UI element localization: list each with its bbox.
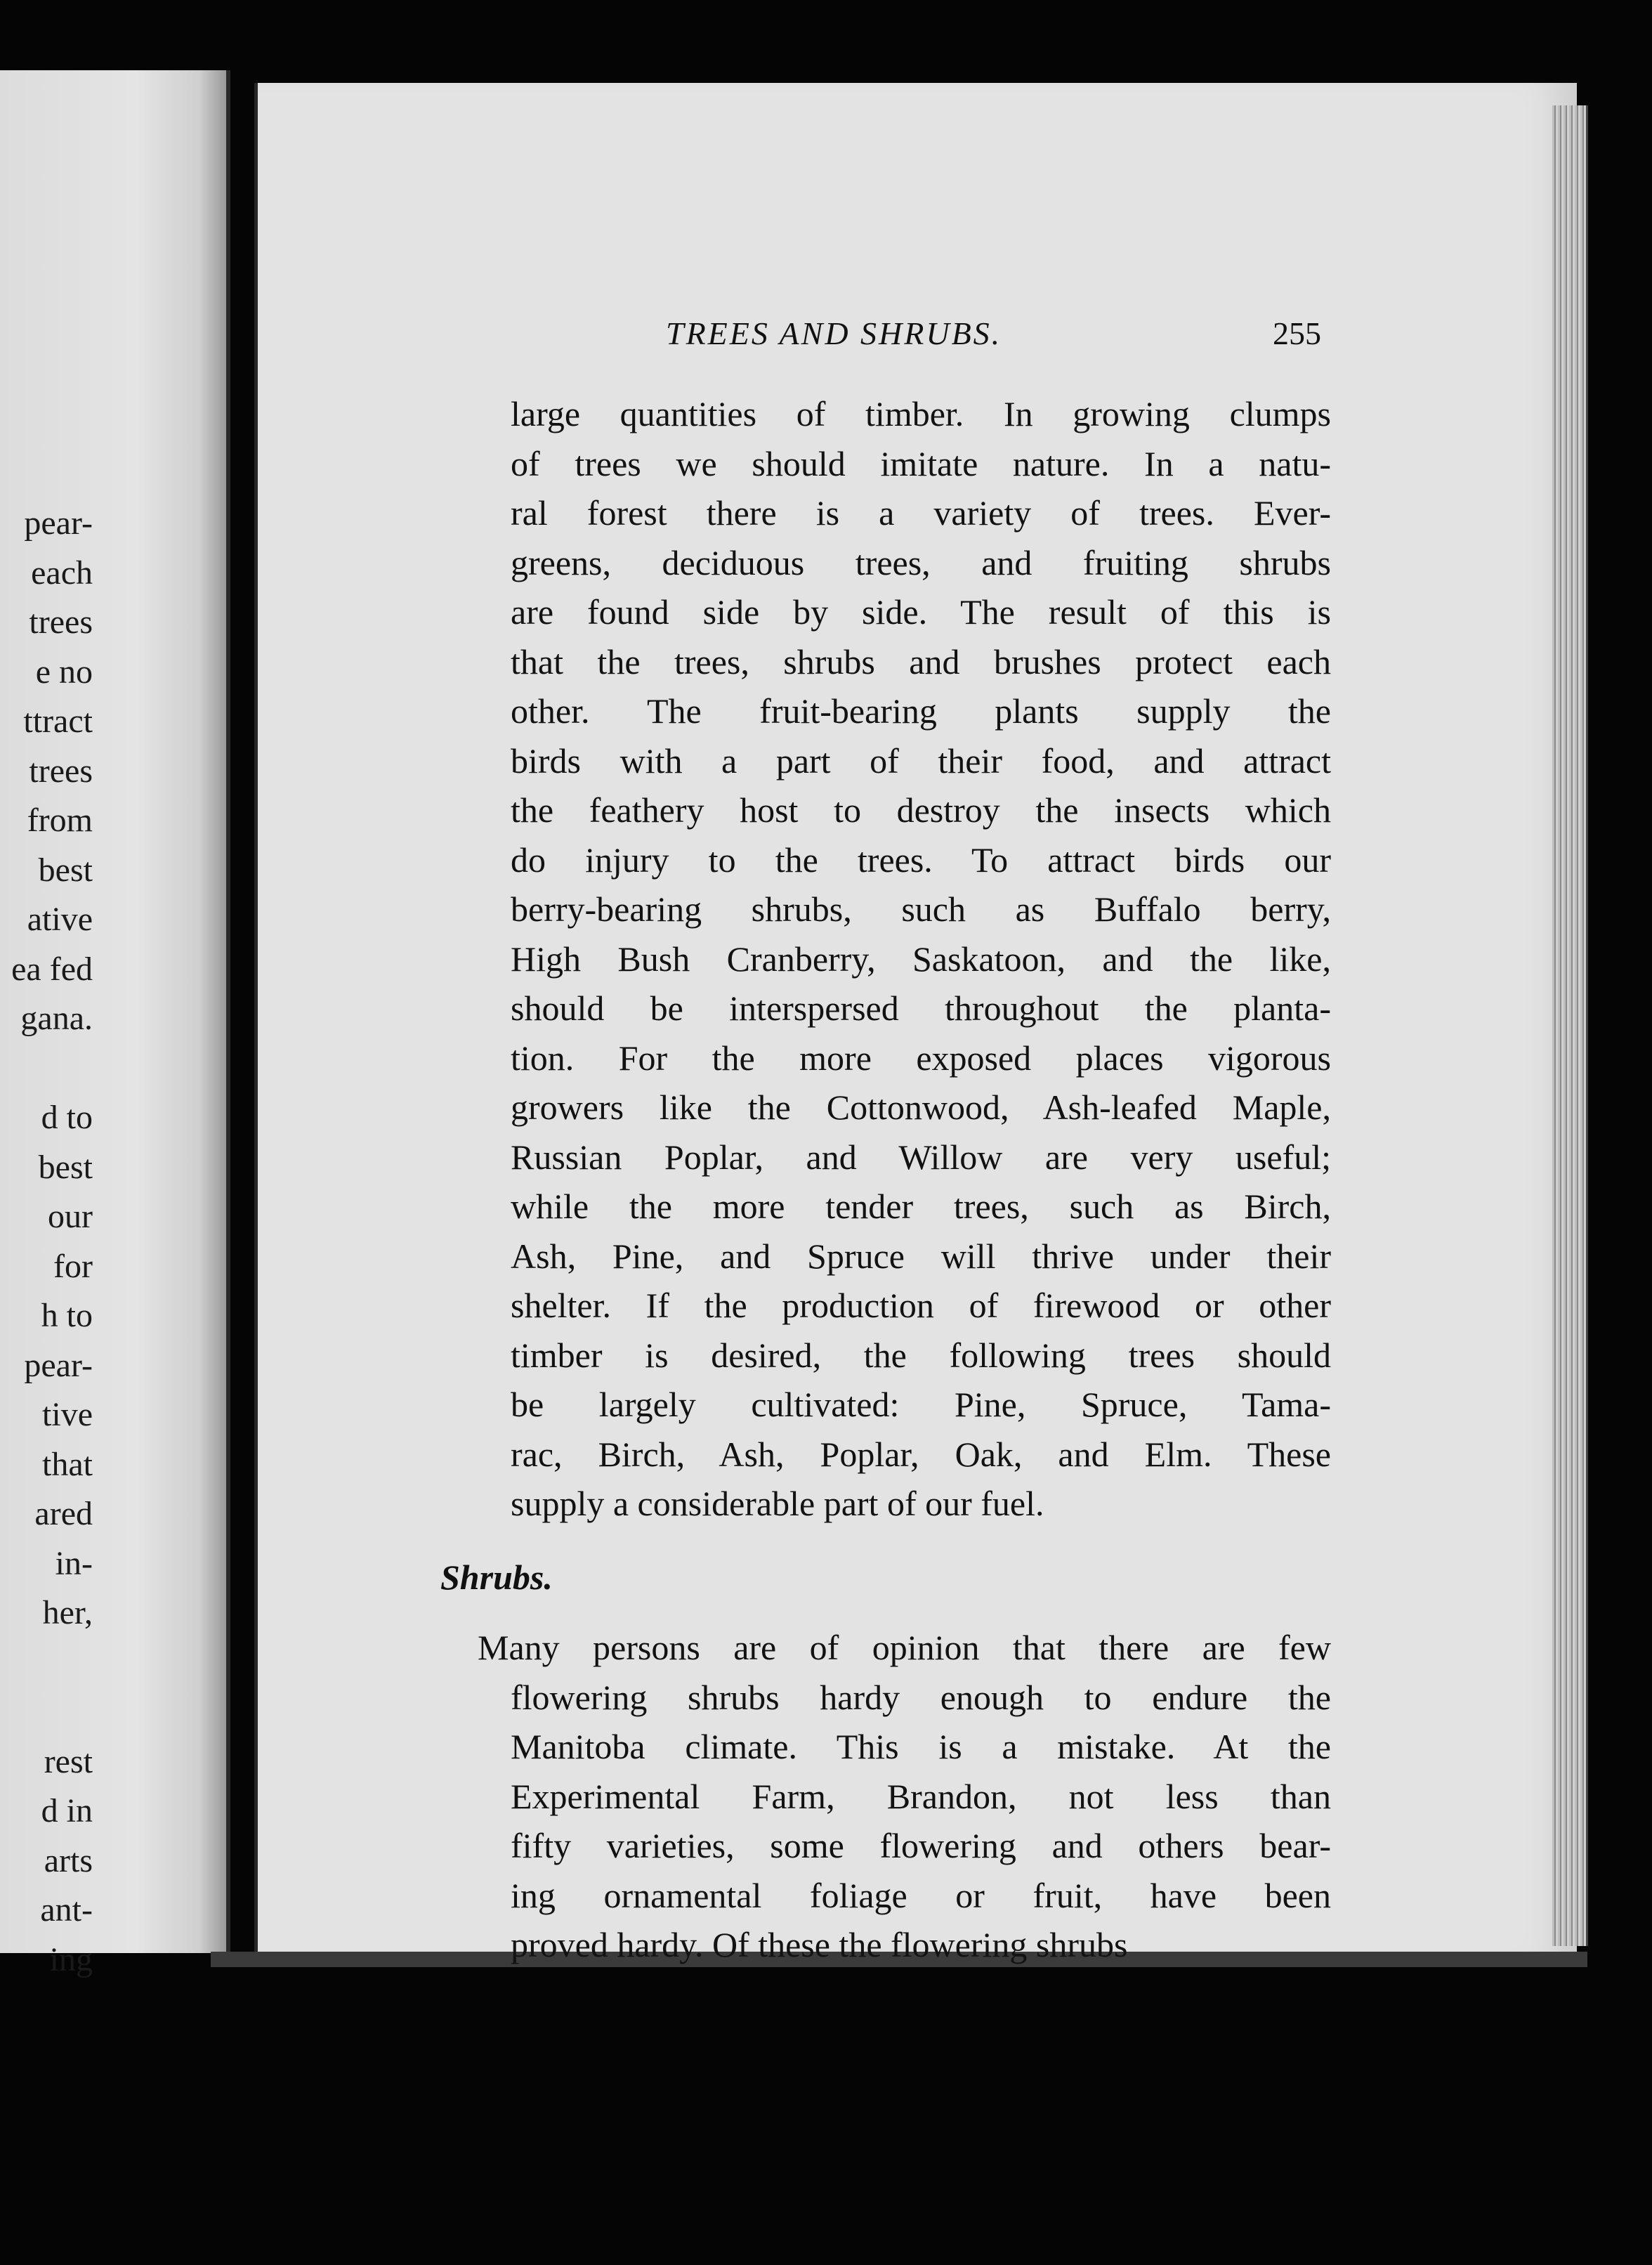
text-line: other. The fruit-bearing plants supply the [511, 691, 1331, 731]
text-line: greens, deciduous trees, and fruiting shrubs [511, 542, 1331, 582]
running-head: TREES AND SHRUBS. [666, 315, 1002, 351]
section-heading: Shrubs. [440, 1558, 553, 1597]
page-edge [1552, 105, 1588, 1946]
section-text-line: ing ornamental foliage or fruit, have been [511, 1875, 1331, 1915]
text-line: large quantities of timber. In growing clumps [511, 394, 1331, 433]
text-line: timber is desired, the following trees should [511, 1335, 1331, 1375]
section-body-text [478, 1623, 1331, 1970]
left-page-fragment: pear- [24, 504, 93, 542]
section-text-line: Manitoba climate. This is a mistake. At the [511, 1727, 1331, 1766]
text-line: tion. For the more exposed places vigorous [511, 1038, 1331, 1078]
text-line: be largely cultivated: Pine, Spruce, Tama- [511, 1385, 1331, 1424]
left-page-text [11, 499, 93, 1985]
text-line: supply a considerable part of our fuel. [511, 1484, 1044, 1523]
text-line: while the more tender trees, such as Birch, [511, 1187, 1331, 1226]
text-line: the feathery host to destroy the insects which [511, 790, 1331, 830]
left-page-fragment [11, 1638, 93, 1688]
left-page-fragment: tive [42, 1396, 93, 1433]
left-page-fragment: ative [27, 901, 93, 938]
section-text-line: fifty varieties, some flowering and others bear- [511, 1826, 1331, 1865]
text-line: growers like the Cottonwood, Ash-leafed Maple, [511, 1088, 1331, 1127]
left-page-fragment: ing [49, 1940, 93, 1978]
left-page-fragment: for [53, 1247, 93, 1285]
text-line: berry-bearing shrubs, such as Buffalo berry, [511, 889, 1331, 929]
text-line: Russian Poplar, and Willow are very useful; [511, 1137, 1331, 1177]
left-page-fragment: ttract [23, 703, 93, 740]
left-page-fragment: ant- [40, 1891, 93, 1928]
left-page-fragment: her, [42, 1594, 93, 1631]
text-line: High Bush Cranberry, Saskatoon, and the like, [511, 939, 1331, 979]
left-page-fragment: our [48, 1198, 93, 1235]
left-page-fragment: best [38, 1148, 93, 1186]
text-line: birds with a part of their food, and attract [511, 740, 1331, 781]
left-page-fragment: that [42, 1445, 93, 1483]
left-page-fragment: each [31, 554, 93, 592]
left-page-fragment: gana. [20, 1000, 93, 1037]
left-page-fragment: h to [41, 1297, 93, 1334]
text-line: shelter. If the production of firewood or other [511, 1286, 1331, 1325]
text-line: that the trees, shrubs and brushes protect each [511, 641, 1331, 681]
left-page-fragment: ared [34, 1495, 93, 1532]
left-page-fragment: e no [35, 653, 93, 691]
text-line: should be interspersed throughout the planta- [511, 988, 1331, 1028]
left-page-fragment: pear- [24, 1346, 93, 1384]
left-page-fragment: best [38, 851, 93, 889]
text-line: Ash, Pine, and Spruce will thrive under their [511, 1236, 1331, 1276]
left-page-fragment: arts [44, 1841, 93, 1879]
text-line: rac, Birch, Ash, Poplar, Oak, and Elm. These [511, 1434, 1331, 1474]
left-page [0, 70, 230, 1978]
left-page-fragment: from [27, 802, 93, 839]
left-page-fragment [11, 1688, 93, 1737]
text-line: ral forest there is a variety of trees. Ever- [511, 493, 1331, 533]
left-page-fragment [11, 1044, 93, 1094]
left-page-fragment: d to [41, 1099, 93, 1136]
body-text [511, 389, 1331, 1529]
left-page-fragment: trees [29, 603, 93, 641]
page-number: 255 [1273, 315, 1321, 351]
section-text-line: Experimental Farm, Brandon, not less than [511, 1776, 1331, 1816]
section-text-line: flowering shrubs hardy enough to endure the [511, 1677, 1331, 1717]
text-line: are found side by side. The result of this is [511, 592, 1331, 632]
section-text-line: proved hardy. Of these the flowering shrubs [511, 1925, 1128, 1964]
left-page-fragment: d in [41, 1792, 93, 1829]
left-page-fragment: rest [44, 1742, 93, 1780]
text-line: of trees we should imitate nature. In a natu- [511, 443, 1331, 483]
left-page-fragment: trees [29, 752, 93, 790]
left-page-fragment: in- [55, 1544, 93, 1582]
section-text-line: Many persons are of opinion that there are few [478, 1628, 1331, 1667]
left-page-fragment: ea fed [11, 950, 93, 988]
text-line: do injury to the trees. To attract birds our [511, 840, 1331, 880]
